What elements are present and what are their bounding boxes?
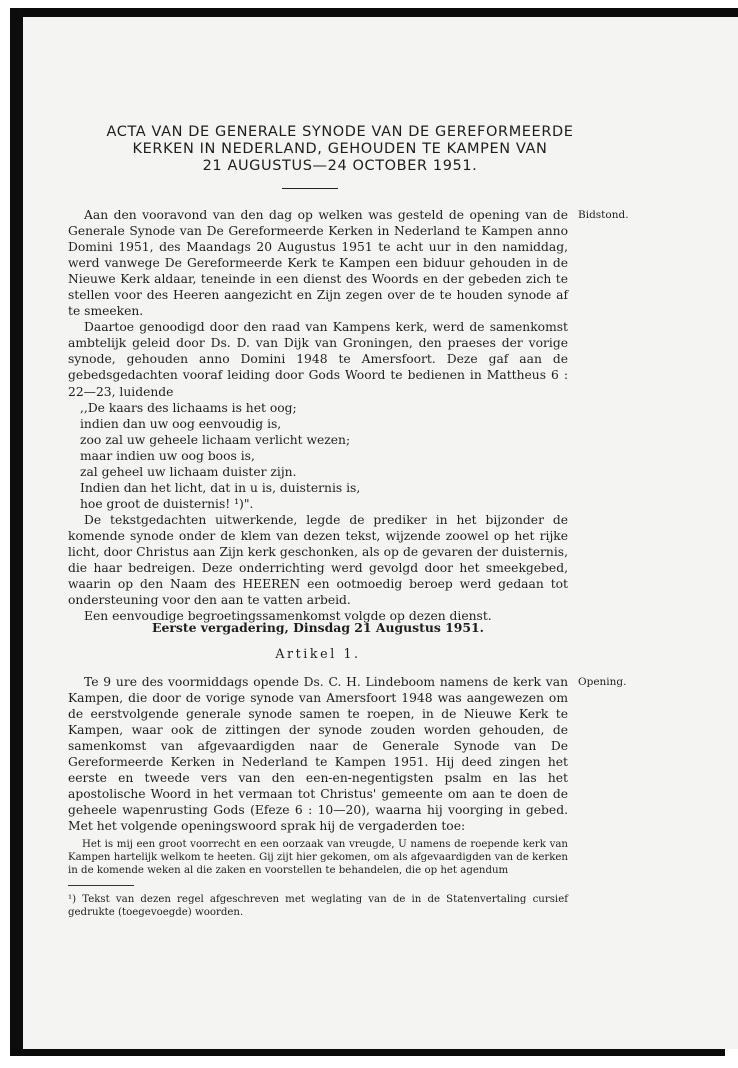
opening-speech: Het is mij een groot voorrecht en een oorzaak van vreugde, U namens de roepende kerk van Kampen hartelijk welkom te heeten. Gij zijt hier gekomen, om als afgevaardigden van de kerken in de komende weken al die zaken en voorstellen te behandelen, die op het agendum: [68, 839, 568, 876]
paragraph-begroeting: Een eenvoudige begroetingssamenkomst volgde op dezen dienst.: [84, 609, 492, 624]
meeting-heading: Eerste vergadering, Dinsdag 21 Augustus 1951.: [152, 620, 484, 635]
margin-note-bidstond: Bidstond.: [578, 209, 629, 221]
footnote-divider: [68, 885, 134, 886]
paragraph-bidstond: Aan den vooravond van den dag op welken was gesteld de opening van de Generale Synode van De Gereformeerde Kerken in Nederland te Kampen anno Domini 1951, des Maandags 20 Augustus 1951 te acht uur in den namiddag, werd vanwege De Gereformeerde Kerk te Kampen een biduur gehouden in de Nieuwe Kerk aldaar, teneinde in een dienst des Woords en der gebeden zich te stellen voor des Heeren aangezicht en Zijn zegen over de te houden synode af te smeeken.: [68, 208, 568, 319]
intro-section: [68, 207, 568, 624]
document-title: [60, 124, 620, 175]
quote-line: maar indien uw oog boos is,: [80, 448, 255, 463]
quote-line: zoo zal uw geheele lichaam verlicht wezen;: [80, 432, 351, 447]
title-line-3: 21 AUGUSTUS—24 OCTOBER 1951.: [202, 158, 478, 174]
quote-line: Indien dan het licht, dat in u is, duisternis is,: [80, 480, 361, 495]
quote-line: ,,De kaars des lichaams is het oog;: [80, 400, 297, 415]
paragraph-opening: Te 9 ure des voormiddags opende Ds. C. H. Lindeboom namens de kerk van Kampen, die door de vorige synode van Amersfoort 1948 was aangewezen om de eerstvolgende generale synode samen te roepen, in de Nieuwe Kerk te Kampen, waar ook de zittingen der synode zouden worden gehouden, de samenkomst van afgevaardigden naar de Generale Synode van De Gereformeerde Kerken in Nederland te Kampen 1951. Hij deed zingen het eerste en tweede vers van den een-en-negentigsten psalm en las het apostolische Woord in het vermaan tot Christus' gemeente om aan te doen de geheele wapenrusting Gods (Efeze 6 : 10—20), waarna hij voorging in gebed. Met het volgende openingswoord sprak hij de vergaderden toe:: [68, 675, 568, 834]
article-1-section: [68, 674, 568, 834]
scan-border-left: [10, 8, 23, 1055]
scan-border-bottom: [10, 1049, 725, 1056]
paragraph-leiding: Daartoe genoodigd door den raad van Kampens kerk, werd de samenkomst ambtelijk geleid door Ds. D. van Dijk van Groningen, den praeses der vorige synode, gehouden anno Domini 1948 te Amersfoort. Deze gaf aan de gebedsgedachten vooraf leiding door Gods Woord te bedienen in Mattheus 6 : 22—23, luidende: [68, 320, 568, 399]
footnote: ¹) Tekst van dezen regel afgeschreven met weglating van de in de Statenvertaling cursief gedrukte (toegevoegde) woorden.: [68, 894, 568, 918]
title-divider: [282, 188, 338, 189]
paragraph-tekstgedachten: De tekstgedachten uitwerkende, legde de prediker in het bijzonder de komende synode onder de klem van dezen tekst, wijzende zoowel op het rijke licht, door Christus aan Zijn kerk geschonken, als op de gevaren der duisternis, die haar bedreigen. Deze onderrichting werd gevolgd door het smeekgebed, waarin op den Naam des HEEREN een ootmoedig beroep werd gedaan tot ondersteuning voor den aan te vatten arbeid.: [68, 512, 568, 608]
scan-border-top: [10, 8, 738, 17]
quote-line: hoe groot de duisternis! ¹)".: [80, 496, 254, 511]
scripture-quote: [80, 400, 568, 512]
title-line-2: KERKEN IN NEDERLAND, GEHOUDEN TE KAMPEN VAN: [132, 141, 548, 157]
quote-line: zal geheel uw lichaam duister zijn.: [80, 464, 297, 479]
quote-line: indien dan uw oog eenvoudig is,: [80, 416, 282, 431]
article-heading: Artikel 1.: [275, 646, 361, 661]
margin-note-opening: Opening.: [578, 676, 627, 688]
title-line-1: ACTA VAN DE GENERALE SYNODE VAN DE GEREFORMEERDE: [106, 124, 574, 140]
